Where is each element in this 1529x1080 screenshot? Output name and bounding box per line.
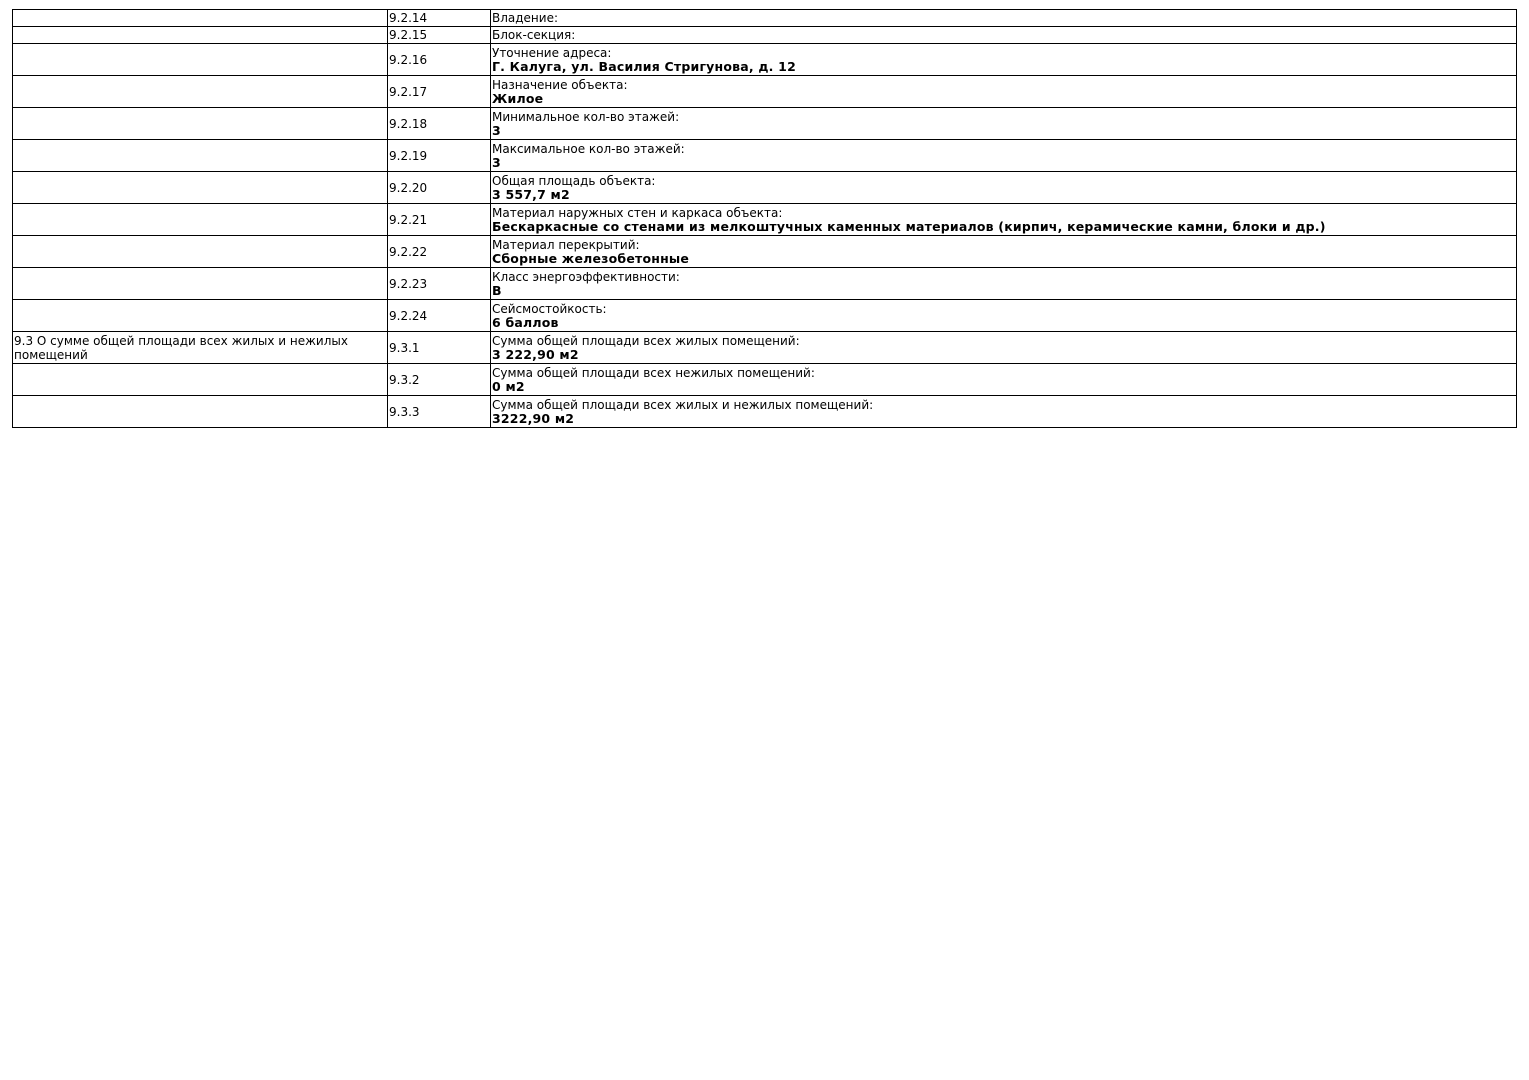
item-code-cell: 9.3.1 <box>388 332 491 364</box>
table-row <box>13 396 1517 428</box>
item-value-cell <box>491 76 1517 108</box>
item-code-cell: 9.2.21 <box>388 204 491 236</box>
field-value: 3 <box>492 154 501 170</box>
field-value: Г. Калуга, ул. Василия Стригунова, д. 12 <box>492 58 796 74</box>
item-value-cell <box>491 204 1517 236</box>
section-cell <box>13 172 388 204</box>
table-row <box>13 268 1517 300</box>
section-cell <box>13 364 388 396</box>
field-value: 6 баллов <box>492 314 559 330</box>
item-value-cell <box>491 44 1517 76</box>
table-row <box>13 172 1517 204</box>
table-row <box>13 76 1517 108</box>
section-cell <box>13 332 388 364</box>
field-label: Сумма общей площади всех жилых помещений: <box>492 333 800 348</box>
item-value-cell <box>491 27 1517 44</box>
field-value: 0 м2 <box>492 378 525 394</box>
field-value: 3222,90 м2 <box>492 410 575 426</box>
section-cell <box>13 396 388 428</box>
field-label: Максимальное кол-во этажей: <box>492 141 685 156</box>
table-row <box>13 27 1517 44</box>
field-label: Владение: <box>492 11 559 25</box>
field-value: 3 222,90 м2 <box>492 346 579 362</box>
item-code-cell: 9.2.20 <box>388 172 491 204</box>
table-row <box>13 108 1517 140</box>
section-cell <box>13 204 388 236</box>
field-value: Сборные железобетонные <box>492 250 690 266</box>
field-value: Жилое <box>492 90 544 106</box>
field-value: В <box>492 282 502 298</box>
field-label: Класс энергоэффективности: <box>492 269 680 284</box>
table-row <box>13 204 1517 236</box>
section-cell <box>13 268 388 300</box>
item-code-cell: 9.2.14 <box>388 10 491 27</box>
item-value-cell <box>491 172 1517 204</box>
field-value: 3 <box>492 122 501 138</box>
table-row <box>13 364 1517 396</box>
section-cell <box>13 76 388 108</box>
item-value-cell <box>491 10 1517 27</box>
field-value: Бескаркасные со стенами из мелкоштучных каменных материалов (кирпич, керамические камни, блоки и др.) <box>492 218 1326 234</box>
field-label: Сумма общей площади всех нежилых помещений: <box>492 365 815 380</box>
item-value-cell <box>491 140 1517 172</box>
item-value-cell <box>491 396 1517 428</box>
section-title: 9.3 О сумме общей площади всех жилых и нежилых помещений <box>14 333 348 362</box>
field-label: Сумма общей площади всех жилых и нежилых помещений: <box>492 397 874 412</box>
table-row <box>13 300 1517 332</box>
section-cell <box>13 108 388 140</box>
item-value-cell <box>491 300 1517 332</box>
field-label: Материал перекрытий: <box>492 237 640 252</box>
section-cell <box>13 10 388 27</box>
table-row <box>13 44 1517 76</box>
field-label: Уточнение адреса: <box>492 45 612 60</box>
item-code-cell: 9.3.3 <box>388 396 491 428</box>
table-row <box>13 236 1517 268</box>
table-row <box>13 140 1517 172</box>
field-label: Сейсмостойкость: <box>492 301 607 316</box>
item-code-cell: 9.2.17 <box>388 76 491 108</box>
item-code-cell: 9.2.24 <box>388 300 491 332</box>
section-cell <box>13 27 388 44</box>
section-cell <box>13 44 388 76</box>
table-row <box>13 332 1517 364</box>
item-value-cell <box>491 236 1517 268</box>
section-cell <box>13 140 388 172</box>
project-declaration-table <box>12 9 1517 428</box>
item-value-cell <box>491 108 1517 140</box>
item-code-cell: 9.2.23 <box>388 268 491 300</box>
item-code-cell: 9.2.16 <box>388 44 491 76</box>
item-code-cell: 9.2.15 <box>388 27 491 44</box>
item-code-cell: 9.3.2 <box>388 364 491 396</box>
item-code-cell: 9.2.19 <box>388 140 491 172</box>
table-row <box>13 10 1517 27</box>
section-cell <box>13 300 388 332</box>
item-code-cell: 9.2.22 <box>388 236 491 268</box>
item-value-cell <box>491 268 1517 300</box>
section-cell <box>13 236 388 268</box>
table-body <box>13 10 1517 428</box>
field-value: 3 557,7 м2 <box>492 186 570 202</box>
field-label: Блок-секция: <box>492 28 576 42</box>
item-value-cell <box>491 332 1517 364</box>
item-code-cell: 9.2.18 <box>388 108 491 140</box>
item-value-cell <box>491 364 1517 396</box>
field-label: Минимальное кол-во этажей: <box>492 109 680 124</box>
field-label: Материал наружных стен и каркаса объекта: <box>492 205 783 220</box>
field-label: Общая площадь объекта: <box>492 173 656 188</box>
field-label: Назначение объекта: <box>492 77 628 92</box>
